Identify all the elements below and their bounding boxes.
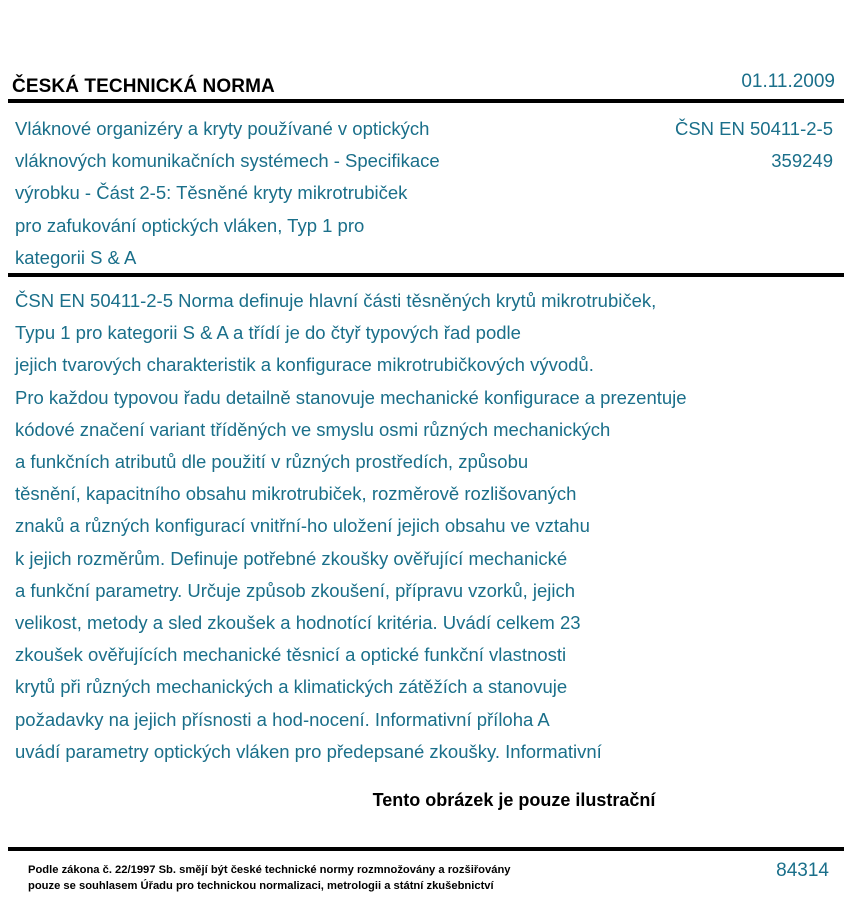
abstract-line: Pro každou typovou řadu detailně stanovuje mechanické konfigurace a prezentuje: [15, 386, 687, 408]
illustration-notice: Tento obrázek je pouze ilustrační: [372, 790, 656, 810]
abstract-line: a funkční parametry. Určuje způsob zkoušení, přípravu vzorků, jejich: [15, 579, 576, 601]
abstract-line: těsnění, kapacitního obsahu mikrotrubiček, rozměrově rozlišovaných: [15, 483, 577, 505]
abstract-line: Typu 1 pro kategorii S & A a třídí je do čtyř typových řad podle: [15, 322, 521, 344]
abstract-line: krytů při různých mechanických a klimatických zátěžích a stanovuje: [15, 676, 568, 698]
copyright-line: Podle zákona č. 22/1997 Sb. smějí být české technické normy rozmnožovány a rozšiřovány: [28, 864, 511, 876]
standard-title-line: kategorii S & A: [15, 246, 137, 268]
header-divider: [8, 99, 844, 103]
abstract-line: znaků a různých konfigurací vnitřní-ho uložení jejich obsahu ve vztahu: [15, 515, 590, 537]
abstract-line: a funkčních atributů dle použití v různých prostředích, způsobu: [15, 451, 529, 473]
title-divider: [8, 273, 844, 277]
standard-title-line: pro zafukování optických vláken, Typ 1 pro: [15, 214, 365, 236]
copyright-notice: [28, 863, 511, 894]
abstract-line: uvádí parametry optických vláken pro předepsané zkoušky. Informativní: [15, 740, 602, 762]
footer-divider: [8, 847, 844, 851]
copyright-line: pouze se souhlasem Úřadu pro technickou normalizaci, metrologii a státní zkušebnictví: [28, 879, 494, 892]
abstract-line: zkoušek ověřujících mechanické těsnicí a optické funkční vlastnosti: [15, 644, 567, 666]
abstract-line: k jejich rozměrům. Definuje potřebné zkoušky ověřující mechanické: [15, 547, 568, 569]
abstract-line: požadavky na jejich přísnosti a hod-nocení. Informativní příloha A: [15, 708, 550, 730]
class-number: 359249: [771, 150, 833, 172]
abstract-line: ČSN EN 50411-2-5 Norma definuje hlavní části těsněných krytů mikrotrubiček,: [15, 290, 657, 311]
standard-title-line: Vláknové organizéry a kryty používané v optických: [15, 118, 430, 139]
document-header-title: ČESKÁ TECHNICKÁ NORMA: [12, 76, 275, 97]
publication-date: 01.11.2009: [741, 71, 835, 92]
standard-title: [15, 113, 535, 274]
abstract-line: kódové značení variant tříděných ve smyslu osmi různých mechanických: [15, 418, 611, 440]
document-code: 84314: [776, 860, 829, 881]
abstract-line: jejich tvarových charakteristik a konfigurace mikrotrubičkových vývodů.: [15, 354, 594, 376]
abstract-line: velikost, metody a sled zkoušek a hodnotící kritéria. Uvádí celkem 23: [15, 612, 581, 634]
standard-identification: [675, 113, 833, 177]
standard-title-line: vláknových komunikačních systémech - Specifikace: [15, 150, 440, 172]
abstract-text: [15, 285, 687, 768]
standard-title-line: výrobku - Část 2-5: Těsněné kryty mikrotrubiček: [15, 182, 408, 204]
standard-designation: ČSN EN 50411-2-5: [674, 118, 833, 139]
